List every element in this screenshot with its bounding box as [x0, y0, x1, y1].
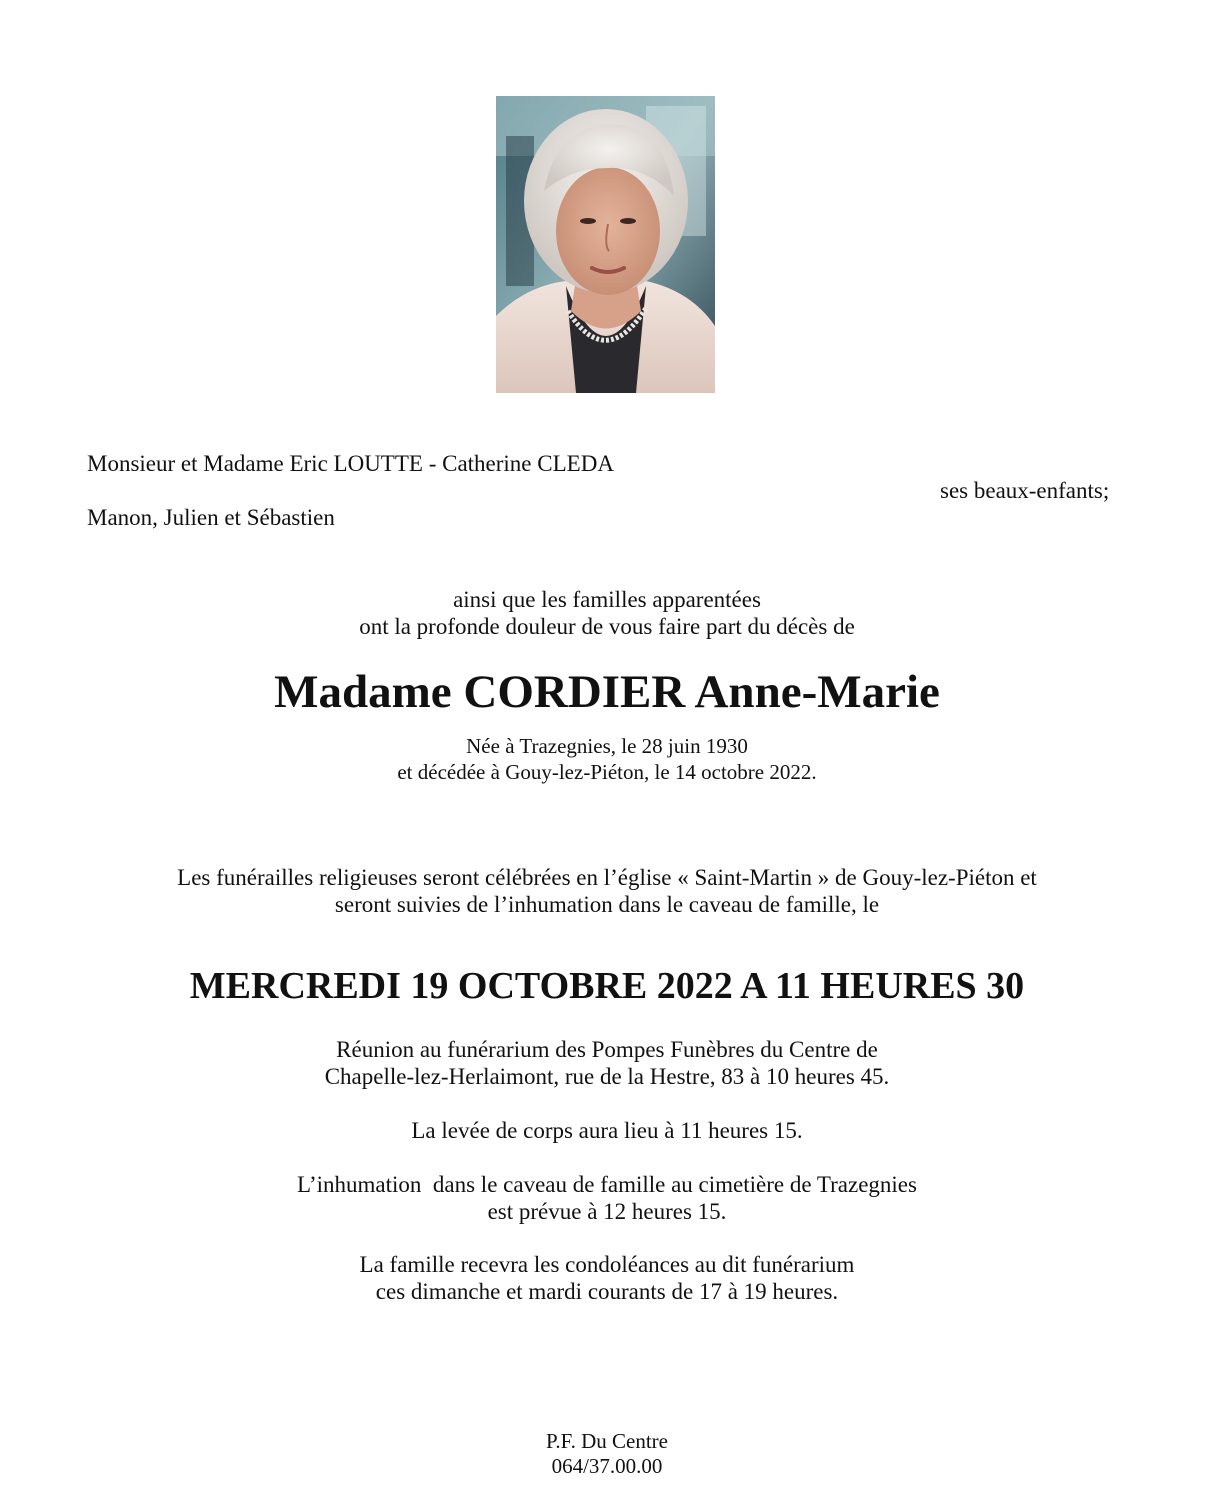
deceased-name: Madame CORDIER Anne-Marie	[274, 666, 940, 718]
condolences-line-2: ces dimanche et mardi courants de 17 à 19 heures.	[375, 1279, 839, 1304]
family-line-1: Monsieur et Madame Eric LOUTTE - Catherine CLEDA	[87, 451, 614, 476]
ceremony-date: MERCREDI 19 OCTOBRE 2022 A 11 HEURES 30	[189, 965, 1025, 1007]
meeting-line-2: Chapelle-lez-Herlaimont, rue de la Hestre, 83 à 10 heures 45.	[324, 1064, 890, 1089]
intro-line-1: ainsi que les familles apparentées	[453, 587, 761, 612]
death-info: et décédée à Gouy-lez-Piéton, le 14 octobre 2022.	[397, 760, 817, 784]
burial-line-2: est prévue à 12 heures 15.	[487, 1199, 727, 1224]
birth-info: Née à Trazegnies, le 28 juin 1930	[466, 734, 748, 758]
burial-line-1: L’inhumation dans le caveau de famille au cimetière de Trazegnies	[297, 1172, 917, 1197]
condolences-line-1: La famille recevra les condoléances au dit funérarium	[359, 1252, 855, 1277]
footer-company: P.F. Du Centre	[546, 1429, 668, 1453]
footer-phone: 064/37.00.00	[551, 1454, 663, 1478]
intro-line-2: ont la profonde douleur de vous faire part du décès de	[359, 614, 855, 639]
portrait-photo	[496, 96, 715, 393]
funeral-line-1: Les funérailles religieuses seront célébrées en l’église « Saint-Martin » de Gouy-lez-Piéton et	[177, 865, 1037, 890]
family-relation: ses beaux-enfants;	[940, 478, 1110, 503]
lifting-info: La levée de corps aura lieu à 11 heures 15.	[411, 1118, 803, 1143]
funeral-line-2: seront suivies de l’inhumation dans le caveau de famille, le	[334, 892, 880, 917]
family-line-2: Manon, Julien et Sébastien	[87, 505, 335, 530]
meeting-line-1: Réunion au funérarium des Pompes Funèbres du Centre de	[336, 1037, 878, 1062]
